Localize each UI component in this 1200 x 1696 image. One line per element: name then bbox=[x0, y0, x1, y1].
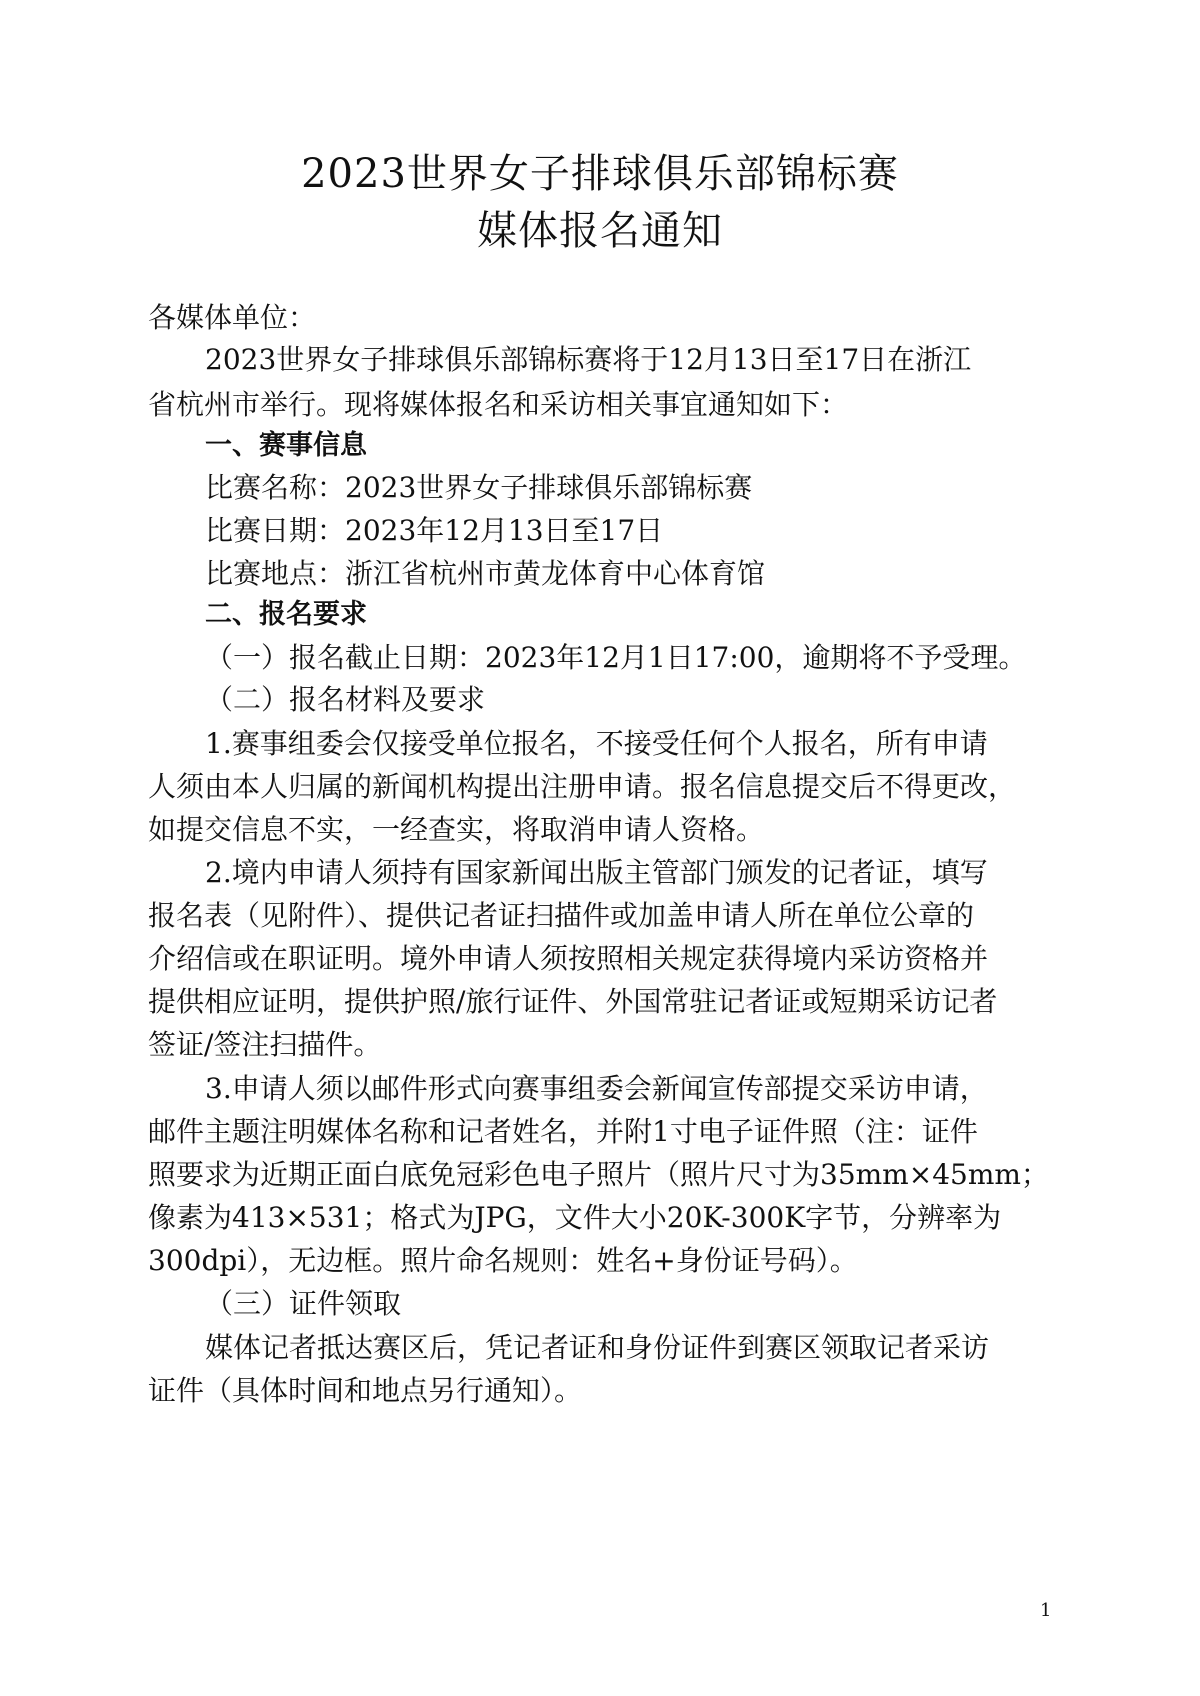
match-name: 比赛名称：2023世界女子排球俱乐部锦标赛 bbox=[205, 471, 753, 504]
match-venue: 比赛地点：浙江省杭州市黄龙体育中心体育馆 bbox=[205, 557, 766, 590]
salutation: 各媒体单位： bbox=[148, 301, 317, 334]
document-title-line-1: 2023世界女子排球俱乐部锦标赛 bbox=[301, 151, 899, 197]
item2-line-1: 2.境内申请人须持有国家新闻出版主管部门颁发的记者证，填写 bbox=[205, 856, 988, 889]
credential-line-2: 证件（具体时间和地点另行通知）。 bbox=[148, 1374, 583, 1407]
item2-line-5: 签证/签注扫描件。 bbox=[148, 1028, 382, 1061]
item2-line-2: 报名表（见附件）、提供记者证扫描件或加盖申请人所在单位公章的 bbox=[148, 899, 975, 932]
item1-line-1: 1.赛事组委会仅接受单位报名，不接受任何个人报名，所有申请 bbox=[205, 727, 988, 760]
item3-line-1: 3.申请人须以邮件形式向赛事组委会新闻宣传部提交采访申请， bbox=[205, 1072, 988, 1105]
item2-line-4: 提供相应证明，提供护照/旅行证件、外国常驻记者证或短期采访记者 bbox=[148, 985, 998, 1018]
document-title-line-2: 媒体报名通知 bbox=[477, 208, 723, 254]
item2-line-3: 介绍信或在职证明。境外申请人须按照相关规定获得境内采访资格并 bbox=[148, 942, 989, 975]
credential-line-1: 媒体记者抵达赛区后，凭记者证和身份证件到赛区领取记者采访 bbox=[205, 1331, 990, 1364]
item3-line-4: 像素为413×531；格式为JPG，文件大小20K-300K字节，分辨率为 bbox=[148, 1201, 1002, 1234]
item3-line-3: 照要求为近期正面白底免冠彩色电子照片（照片尺寸为35mm×45mm； bbox=[148, 1158, 1049, 1191]
item1-line-3: 如提交信息不实，一经查实，将取消申请人资格。 bbox=[148, 813, 765, 846]
registration-deadline: （一）报名截止日期：2023年12月1日17:00，逾期将不予受理。 bbox=[205, 641, 1027, 674]
materials-heading: （二）报名材料及要求 bbox=[205, 683, 486, 716]
section-heading-event-info: 一、赛事信息 bbox=[205, 430, 367, 461]
item3-line-2: 邮件主题注明媒体名称和记者姓名，并附1寸电子证件照（注：证件 bbox=[148, 1115, 978, 1148]
section-heading-registration: 二、报名要求 bbox=[205, 599, 367, 630]
match-date: 比赛日期：2023年12月13日至17日 bbox=[205, 514, 664, 547]
intro-line-2: 省杭州市举行。现将媒体报名和采访相关事宜通知如下： bbox=[148, 388, 849, 421]
item3-line-5: 300dpi），无边框。照片命名规则：姓名+身份证号码）。 bbox=[148, 1244, 858, 1277]
credential-heading: （三）证件领取 bbox=[205, 1287, 402, 1320]
page-number: 1 bbox=[1040, 1600, 1052, 1621]
intro-line-1: 2023世界女子排球俱乐部锦标赛将于12月13日至17日在浙江 bbox=[205, 343, 972, 376]
item1-line-2: 人须由本人归属的新闻机构提出注册申请。报名信息提交后不得更改， bbox=[148, 770, 1017, 803]
